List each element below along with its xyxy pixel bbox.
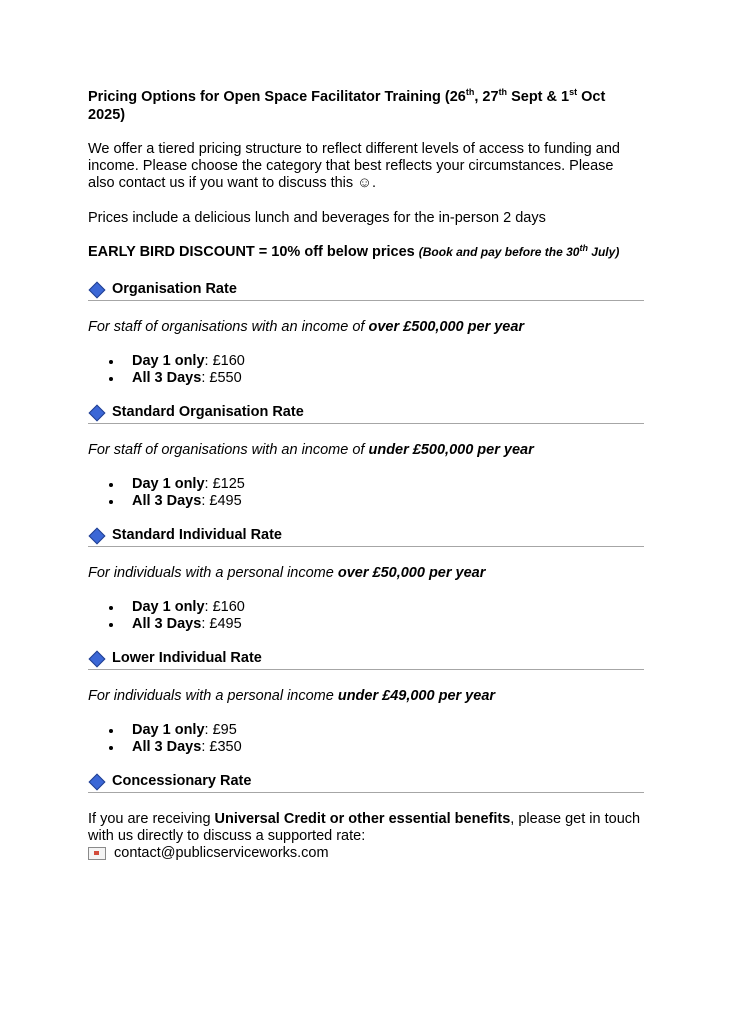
price-item-all3: All 3 Days: £350 [132, 739, 644, 756]
price-item-day1: Day 1 only: £95 [132, 722, 644, 739]
concessionary-text: If you are receiving Universal Credit or other essential benefits, please get in touch with us directly to discuss a supported rate: [88, 811, 641, 844]
price-item-all3: All 3 Days: £495 [132, 616, 644, 633]
contact-email[interactable]: contact@publicserviceworks.com [114, 845, 329, 861]
includes-paragraph: Prices include a delicious lunch and beverages for the in-person 2 days [88, 210, 546, 226]
price-item-day1: Day 1 only: £125 [132, 476, 644, 493]
diamond-bullet-icon [89, 650, 106, 667]
diamond-bullet-icon [89, 773, 106, 790]
section-description: For individuals with a personal income under £49,000 per year [88, 688, 496, 704]
price-item-day1: Day 1 only: £160 [132, 599, 644, 616]
section-description: For staff of organisations with an income of under £500,000 per year [88, 442, 534, 458]
early-bird-note: (Book and pay before the 30th July) [418, 243, 620, 259]
page-title: Pricing Options for Open Space Facilitator Training (26th, 27th Sept & 1st Oct 2025) [88, 87, 606, 123]
diamond-bullet-icon [89, 281, 106, 298]
document-content [88, 88, 644, 862]
contact-email-row[interactable] [88, 845, 644, 862]
price-item-day1: Day 1 only: £160 [132, 353, 644, 370]
price-item-all3: All 3 Days: £550 [132, 370, 644, 387]
section-description: For staff of organisations with an income of over £500,000 per year [88, 319, 525, 335]
section-description: For individuals with a personal income over £50,000 per year [88, 565, 486, 581]
price-list [88, 476, 644, 510]
intro-paragraph: We offer a tiered pricing structure to reflect different levels of access to funding and income. Please choose the category that best reflects your circumstances. Please also contact us if you want to discuss this ☺. [88, 141, 620, 191]
envelope-icon [88, 847, 106, 860]
diamond-bullet-icon [89, 404, 106, 421]
section-heading-concessionary-rate: Concessionary Rate [88, 773, 644, 793]
price-list [88, 722, 644, 756]
diamond-bullet-icon [89, 527, 106, 544]
section-heading-standard-organisation-rate: Standard Organisation Rate [88, 404, 644, 424]
section-heading-standard-individual-rate: Standard Individual Rate [88, 527, 644, 547]
price-item-all3: All 3 Days: £495 [132, 493, 644, 510]
price-list [88, 599, 644, 633]
price-list [88, 353, 644, 387]
section-heading-organisation-rate: Organisation Rate [88, 281, 644, 301]
section-heading-lower-individual-rate: Lower Individual Rate [88, 650, 644, 670]
early-bird-discount: EARLY BIRD DISCOUNT = 10% off below prices (Book and pay before the 30th July) [88, 243, 620, 260]
